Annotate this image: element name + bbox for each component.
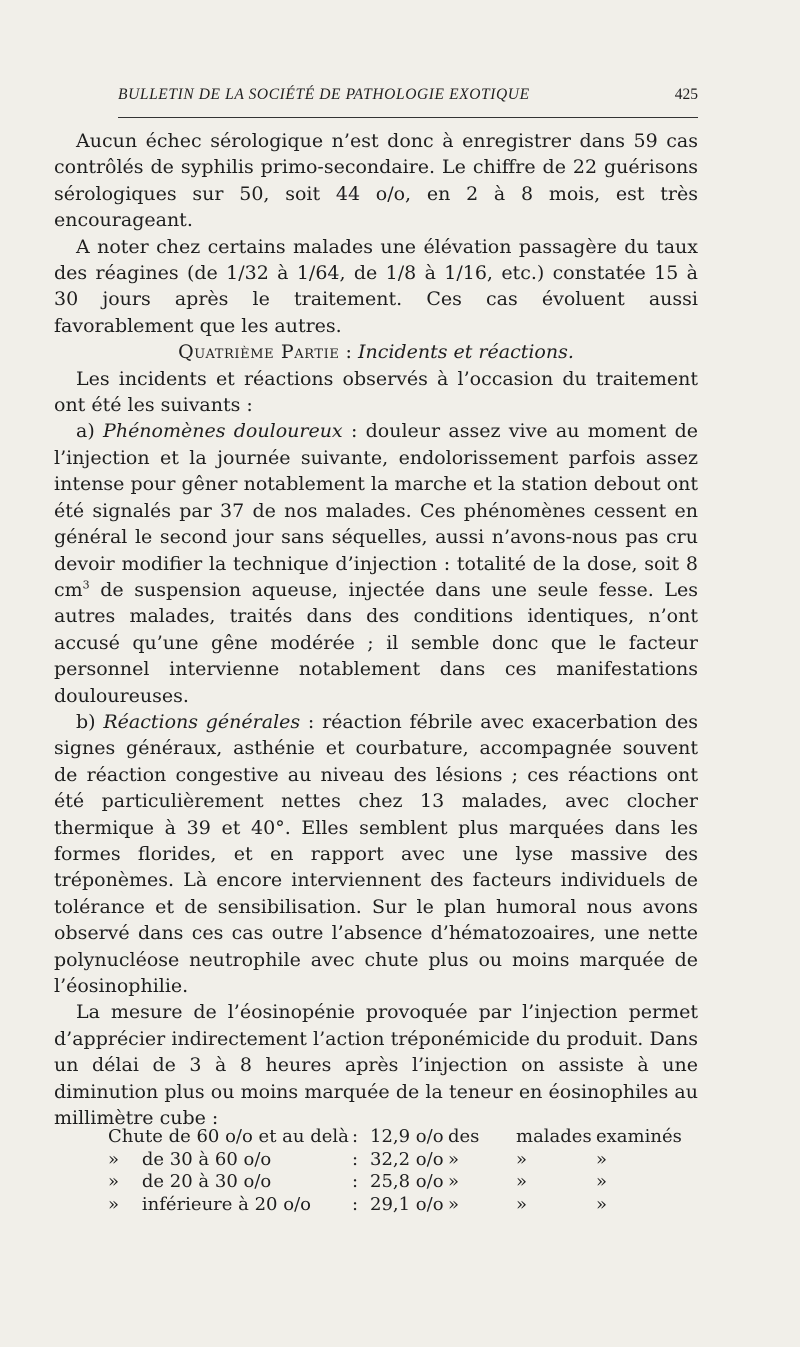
row-col6: » bbox=[596, 1148, 608, 1170]
item-b-label: b) bbox=[76, 710, 104, 733]
row-label: » de 20 à 30 o/o bbox=[108, 1171, 272, 1192]
row-colon: : bbox=[352, 1126, 359, 1147]
section-part: Quatrième Partie bbox=[178, 341, 340, 364]
row-colon: : bbox=[352, 1193, 359, 1215]
row-label: » de 30 à 60 o/o bbox=[108, 1148, 272, 1170]
row-col6: examinés bbox=[596, 1126, 682, 1147]
row-col4: » bbox=[448, 1171, 460, 1192]
paragraph-a bbox=[54, 418, 698, 708]
item-a-text-1: : douleur assez vive au moment de l’injection et la journée suivante, endolorissement parfois assez intense pour gêner notablement la marche et la station debout ont été signalés par 37 de nos malades. Ces phénomènes cessent en général le second jour sans séquelles, aussi n’avons-nous pas cru devoir modifier la technique d’injection : totalité de la dose, soit 8 cm bbox=[54, 420, 699, 601]
row-colon: : bbox=[352, 1171, 359, 1192]
paragraph-eosinopenie: La mesure de l’éosinopénie provoquée par l’injection permet d’apprécier indirectement l’action tréponémicide du produit. Dans un délai de 3 à 8 heures après l’injection on assiste à une diminution plus ou moins marquée de la teneur en éosinophiles au millimètre cube : bbox=[54, 1001, 698, 1130]
paragraph-b bbox=[54, 709, 698, 999]
paragraph-serology: Aucun échec sérologique n’est donc à enregistrer dans 59 cas contrôlés de syphilis primo-secondaire. Le chiffre de 22 guérisons sérologiques sur 50, soit 44 o/o, en 2 à 8 mois, est très encourageant. bbox=[54, 130, 698, 232]
item-a-label: a) bbox=[76, 420, 104, 443]
paragraph-intro: Les incidents et réactions observés à l’occasion du traitement ont été les suivants : bbox=[54, 367, 698, 417]
eosinophil-table bbox=[108, 1126, 682, 1216]
table-row bbox=[108, 1171, 668, 1194]
row-label: » inférieure à 20 o/o bbox=[108, 1193, 311, 1215]
section-title: Incidents et réactions. bbox=[357, 341, 574, 364]
row-col5: malades bbox=[516, 1126, 592, 1147]
item-b-text: : réaction fébrile avec exacerbation des signes généraux, asthénie et courbature, accompagnée souvent de réaction congestive au niveau des lésions ; ces réactions ont été particulièrement nettes chez 13 malades, avec clocher thermique à 39 et 40°. Elles semblent plus marquées dans les formes florides, et en rapport avec une lyse massive des tréponèmes. Là encore interviennent des facteurs individuels de tolérance et de sensibilisation. Sur le plan humoral nous avons observé dans ces cas outre l’absence d’hématozoaires, une nette polynucléose neutrophile avec chute plus ou moins marquée de l’éosinophilie. bbox=[54, 710, 698, 997]
row-value: 25,8 o/o bbox=[370, 1171, 444, 1192]
table-row bbox=[108, 1194, 668, 1217]
section-heading bbox=[54, 339, 698, 365]
running-header bbox=[118, 86, 698, 110]
row-colon: : bbox=[352, 1148, 359, 1170]
item-a-text-2: de suspension aqueuse, injectée dans une seule fesse. Les autres malades, traités dans des conditions identiques, n’ont accusé qu’une gêne modérée ; il semble donc que le facteur personnel intervienne notablement dans ces manifestations douloureuses. bbox=[54, 578, 698, 707]
section-separator: : bbox=[339, 341, 358, 364]
header-rule bbox=[118, 117, 698, 118]
item-b-title: Réactions générales bbox=[103, 710, 301, 733]
row-value: 29,1 o/o bbox=[370, 1193, 444, 1215]
item-a-superscript: 3 bbox=[82, 578, 90, 592]
row-col6: » bbox=[596, 1171, 608, 1192]
item-a-title: Phénomènes douloureux bbox=[103, 420, 343, 443]
paragraph-reagines: A noter chez certains malades une élévation passagère du taux des réagines (de 1/32 à 1/64, de 1/8 à 1/16, etc.) constatée 15 à 30 jours après le traitement. Ces cas évoluent aussi favorablement que les autres. bbox=[54, 235, 698, 337]
row-label: Chute de 60 o/o et au delà bbox=[108, 1126, 349, 1147]
row-value: 12,9 o/o bbox=[370, 1126, 444, 1147]
row-col4: des bbox=[448, 1126, 480, 1147]
row-col4: » bbox=[448, 1193, 460, 1215]
row-col4: » bbox=[448, 1148, 460, 1170]
body-text bbox=[54, 128, 698, 1131]
row-col5: » bbox=[516, 1193, 528, 1215]
table-row bbox=[108, 1126, 682, 1149]
row-col5: » bbox=[516, 1171, 528, 1192]
row-col6: » bbox=[596, 1193, 608, 1215]
row-value: 32,2 o/o bbox=[370, 1148, 444, 1170]
page-number: 425 bbox=[674, 86, 698, 103]
table-row bbox=[108, 1149, 668, 1172]
journal-title: BULLETIN DE LA SOCIÉTÉ DE PATHOLOGIE EXOTIQUE bbox=[118, 86, 530, 103]
row-col5: » bbox=[516, 1148, 528, 1170]
